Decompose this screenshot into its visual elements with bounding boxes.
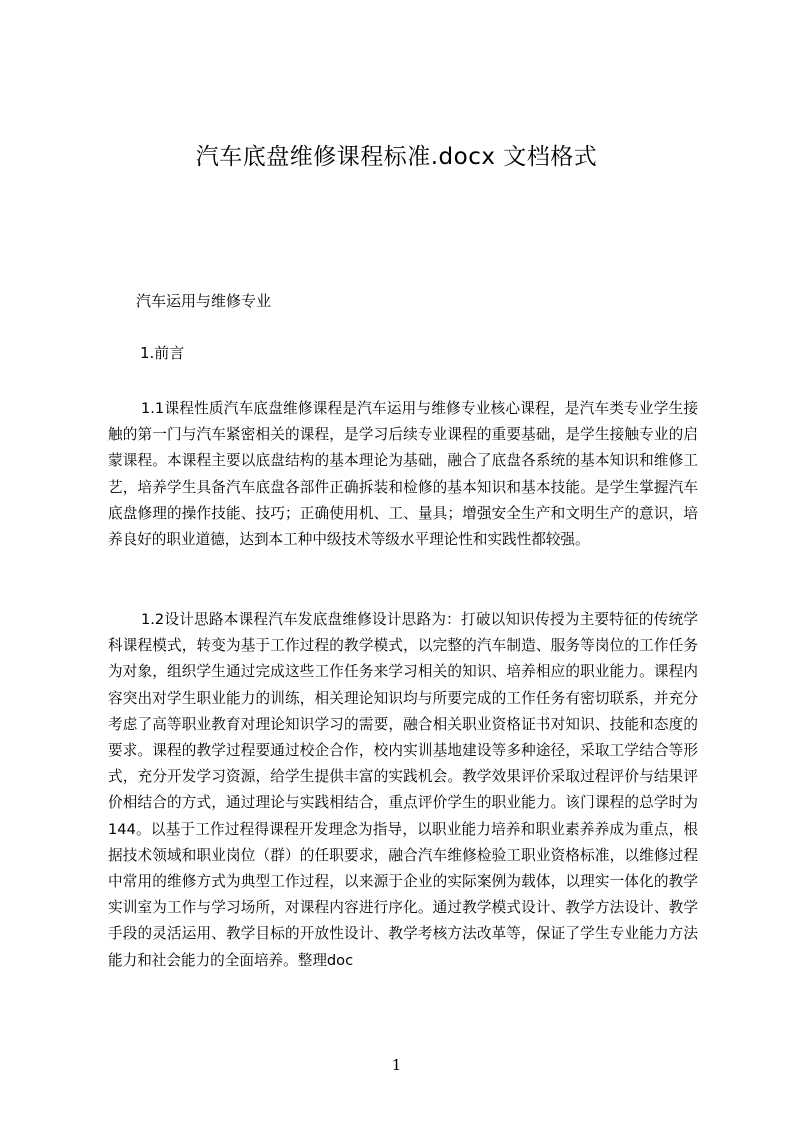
paragraph-course-nature: 1.1课程性质汽车底盘维修课程是汽车运用与维修专业核心课程，是汽车类专业学生接触的第一门与汽车紧密相关的课程，是学习后续专业课程的重要基础，是学生接触专业的启蒙课程。本课程主要以底盘结构的基本理论为基础，融合了底盘各系统的基本知识和维修工艺，培养学生具备汽车底盘各部件正确拆装和检修的基本知识和基本技能。是学生掌握汽车底盘修理的操作技能、技巧；正确使用机、工、量具；增强安全生产和文明生产的意识，培养良好的职业道德，达到本工种中级技术等级水平理论性和实践性都较强。 xyxy=(108,400,698,549)
document-title: 汽车底盘维修课程标准.docx 文档格式 xyxy=(195,144,598,170)
major-name: 汽车运用与维修专业 xyxy=(136,292,272,310)
page-number: 1 xyxy=(391,1056,402,1074)
paragraph-design-approach: 1.2设计思路本课程汽车发底盘维修设计思路为：打破以知识传授为主要特征的传统学科课程模式，转变为基于工作过程的教学模式，以完整的汽车制造、服务等岗位的工作任务为对象，组织学生通过完成这些工作任务来学习相关的知识、培养相应的职业能力。课程内容突出对学生职业能力的训练，相关理论知识均与所要完成的工作任务有密切联系，并充分考虑了高等职业教育对理论知识学习的需要，融合相关职业资格证书对知识、技能和态度的要求。课程的教学过程要通过校企合作，校内实训基地建设等多种途径，采取工学结合等形式，充分开发学习资源，给学生提供丰富的实践机会。教学效果评价采取过程评价与结果评价相结合的方式，通过理论与实践相结合，重点评价学生的职业能力。该门课程的总学时为144。以基于工作过程得课程开发理念为指导，以职业能力培养和职业素养养成为重点，根据技术领域和职业岗位（群）的任职要求，融合汽车维修检验工职业资格标准，以维修过程中常用的维修方式为典型工作过程，以来源于企业的实际案例为载体，以理实一体化的教学实训室为工作与学习场所，对课程内容进行序化。通过教学模式设计、教学方法设计、教学手段的灵活运用、教学目标的开放性设计、教学考核方法改革等，保证了学生专业能力方法能力和社会能力的全面培养。整理doc xyxy=(108,611,698,969)
section-heading: 1.前言 xyxy=(140,344,185,362)
